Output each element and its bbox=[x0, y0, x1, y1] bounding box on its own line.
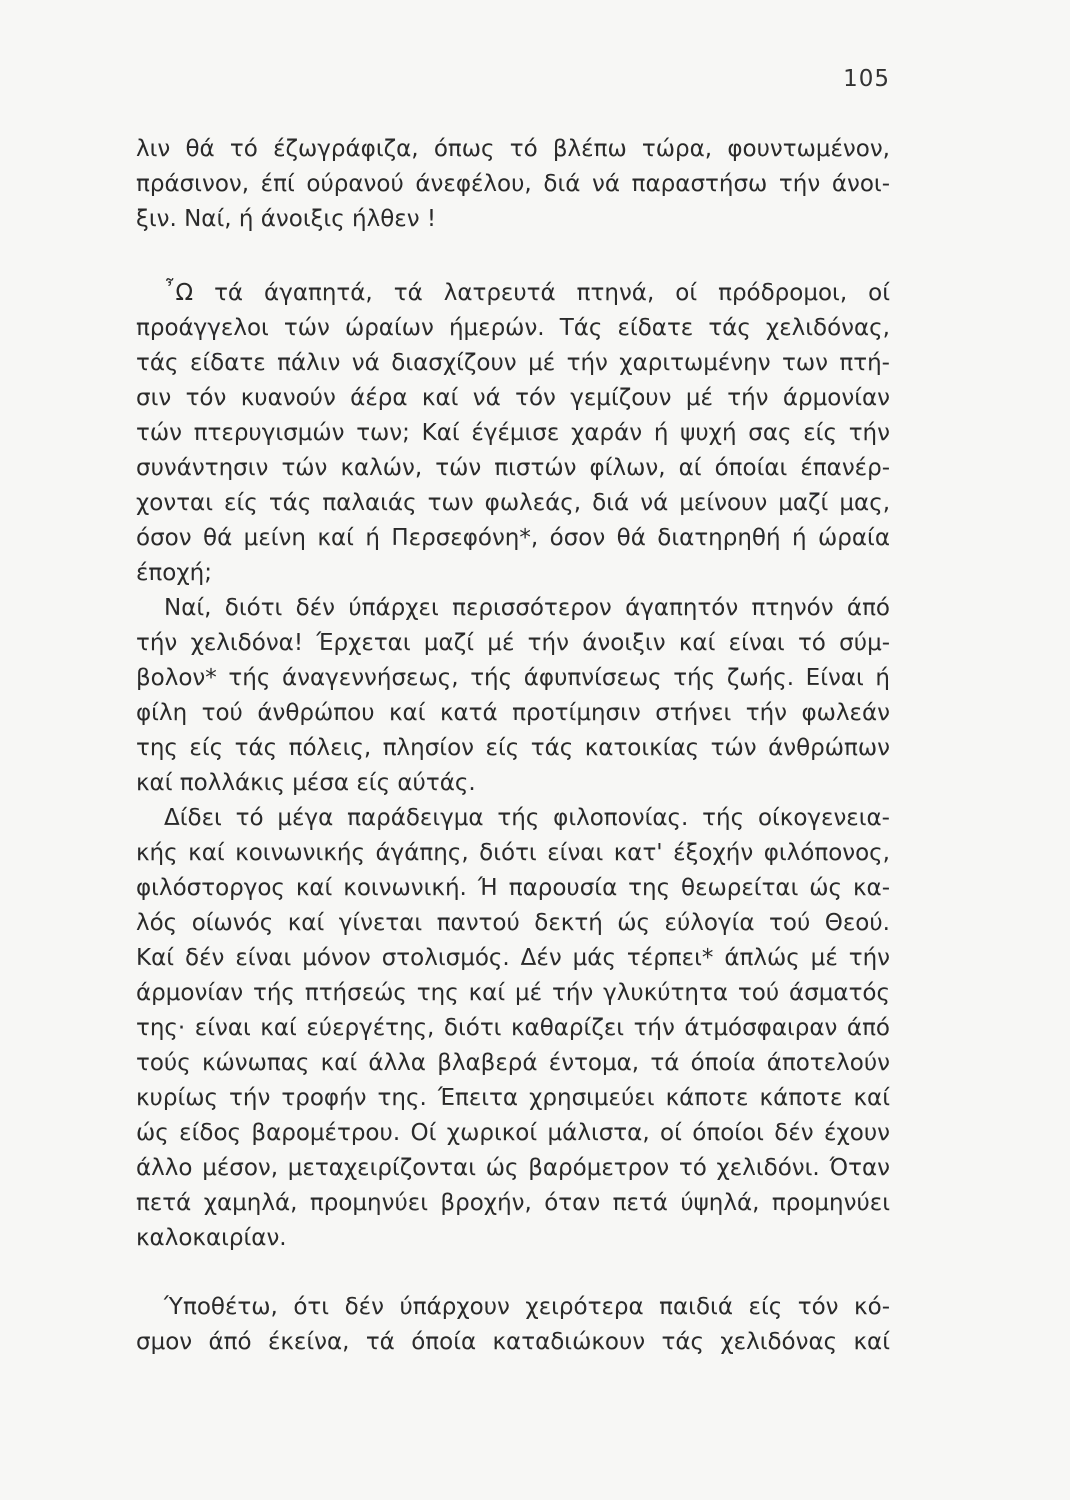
text-line: τούς κώνωπας καί άλλα βλαβερά έντομα, τά όποία άποτελούν bbox=[136, 1050, 890, 1076]
text-line: σιν τόν κυανούν άέρα καί νά τόν γεμίζουν μέ τήν άρμονίαν bbox=[136, 385, 890, 411]
text-line: χονται είς τάς παλαιάς των φωλεάς, διά νά μείνουν μαζί μας, bbox=[136, 490, 890, 516]
page-number: 105 bbox=[843, 66, 890, 92]
paragraph-block-3 bbox=[136, 1290, 890, 1360]
text-line: τήν χελιδόνα! Έρχεται μαζί μέ τήν άνοιξιν καί είναι τό σύμ- bbox=[136, 630, 890, 656]
text-line: βολον* τής άναγεννήσεως, τής άφυπνίσεως τής ζωής. Είναι ή bbox=[136, 665, 890, 691]
text-line: κής καί κοινωνικής άγάπης, διότι είναι κατ' έξοχήν φιλόπονος, bbox=[136, 840, 890, 866]
text-line: φιλόστοργος καί κοινωνική. Ή παρουσία της θεωρείται ώς κα- bbox=[136, 875, 890, 901]
text-line: άρμονίαν τής πτήσεώς της καί μέ τήν γλυκύτητα τού άσματός bbox=[136, 980, 890, 1006]
text-line: καί πολλάκις μέσα είς αύτάς. bbox=[136, 770, 476, 796]
text-line: καλοκαιρίαν. bbox=[136, 1225, 287, 1251]
paragraph-block-2 bbox=[136, 276, 890, 1256]
text-line: κυρίως τήν τροφήν της. Έπειτα χρησιμεύει κάποτε κάποτε καί bbox=[136, 1085, 890, 1111]
text-line: ξιν. Ναί, ή άνοιξις ήλθεν ! bbox=[136, 206, 437, 232]
text-line: Ύποθέτω, ότι δέν ύπάρχουν χειρότερα παιδιά είς τόν κό- bbox=[164, 1294, 890, 1320]
text-line: της είς τάς πόλεις, πλησίον είς τάς κατοικίας τών άνθρώπων bbox=[136, 735, 890, 761]
text-line: συνάντησιν τών καλών, τών πιστών φίλων, αί όποίαι έπανέρ- bbox=[136, 455, 890, 481]
text-line: πετά χαμηλά, προμηνύει βροχήν, όταν πετά ύψηλά, προμηνύει bbox=[136, 1190, 890, 1216]
text-line: Δίδει τό μέγα παράδειγμα τής φιλοπονίας. τής οίκογενεια- bbox=[164, 805, 890, 831]
text-line: σμον άπό έκείνα, τά όποία καταδιώκουν τάς χελιδόνας καί bbox=[136, 1329, 890, 1355]
text-line: προάγγελοι τών ώραίων ήμερών. Τάς είδατε τάς χελιδόνας, bbox=[136, 315, 890, 341]
text-line: ώς είδος βαρομέτρου. Οί χωρικοί μάλιστα, οί όποίοι δέν έχουν bbox=[136, 1120, 890, 1146]
text-line: Καί δέν είναι μόνον στολισμός. Δέν μάς τέρπει* άπλώς μέ τήν bbox=[136, 945, 890, 971]
paragraph-block-1 bbox=[136, 132, 890, 237]
text-line: Ναί, διότι δέν ύπάρχει περισσότερον άγαπητόν πτηνόν άπό bbox=[164, 595, 890, 621]
text-line: έποχή; bbox=[136, 560, 212, 586]
text-line: λιν θά τό έζωγράφιζα, όπως τό βλέπω τώρα, φουντωμένον, bbox=[136, 136, 890, 162]
text-line: άλλο μέσον, μεταχειρίζονται ώς βαρόμετρον τό χελιδόνι. Όταν bbox=[136, 1155, 890, 1181]
text-line: πράσινον, έπί ούρανού άνεφέλου, διά νά παραστήσω τήν άνοι- bbox=[136, 171, 890, 197]
text-line: ῏Ω τά άγαπητά, τά λατρευτά πτηνά, οί πρόδρομοι, οί bbox=[164, 280, 890, 306]
text-line: της· είναι καί εύεργέτης, διότι καθαρίζει τήν άτμόσφαιραν άπό bbox=[136, 1015, 890, 1041]
text-line: λός οίωνός καί γίνεται παντού δεκτή ώς εύλογία τού Θεού. bbox=[136, 910, 890, 936]
text-line: φίλη τού άνθρώπου καί κατά προτίμησιν στήνει τήν φωλεάν bbox=[136, 700, 890, 726]
text-line: τάς είδατε πάλιν νά διασχίζουν μέ τήν χαριτωμένην των πτή- bbox=[136, 350, 890, 376]
text-line: τών πτερυγισμών των; Καί έγέμισε χαράν ή ψυχή σας είς τήν bbox=[136, 420, 890, 446]
text-line: όσον θά μείνη καί ή Περσεφόνη*, όσον θά διατηρηθή ή ώραία bbox=[136, 525, 890, 551]
